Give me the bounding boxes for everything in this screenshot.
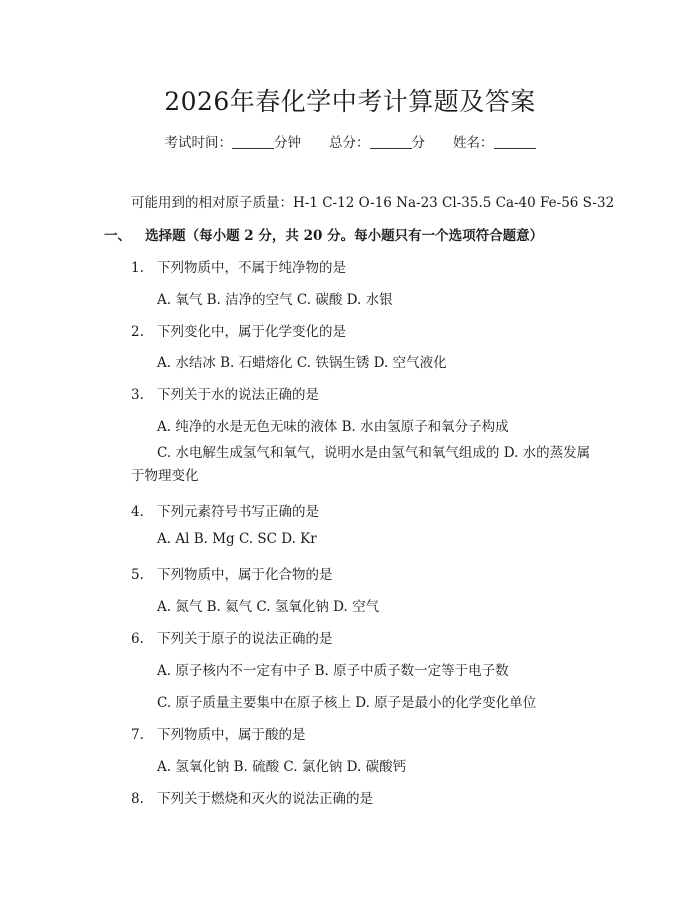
section-title: 选择题（每小题 2 分，共 20 分。每小题只有一个选项符合题意）	[145, 228, 544, 244]
question-7	[131, 723, 306, 743]
question-7-options: A. 氢氧化钠 B. 硫酸 C. 氯化钠 D. 碳酸钙	[157, 759, 407, 775]
name-blank[interactable]	[494, 134, 536, 149]
question-4-options: A. Al B. Mg C. SC D. Kr	[157, 531, 317, 547]
exam-meta	[0, 131, 700, 151]
question-number: 4.	[131, 504, 144, 520]
exam-score	[329, 131, 425, 151]
question-5	[131, 563, 333, 583]
question-6-options-a: A. 原子核内不一定有中子 B. 原子中质子数一定等于电子数	[157, 663, 509, 679]
question-stem: 下列物质中，不属于纯净物的是	[157, 260, 346, 276]
time-label: 考试时间：	[164, 135, 232, 151]
question-1-options: A. 氧气 B. 洁净的空气 C. 碳酸 D. 水银	[157, 292, 393, 308]
question-6-options-c: C. 原子质量主要集中在原子核上 D. 原子是最小的化学变化单位	[157, 695, 537, 711]
question-stem: 下列关于原子的说法正确的是	[157, 631, 333, 647]
name-label: 姓名：	[453, 135, 494, 151]
question-5-options: A. 氮气 B. 氦气 C. 氢氧化钠 D. 空气	[157, 599, 380, 615]
question-number: 8.	[131, 791, 144, 807]
question-number: 3.	[131, 387, 144, 403]
question-2-options: A. 水结冰 B. 石蜡熔化 C. 铁锅生锈 D. 空气液化	[157, 355, 447, 371]
atomic-masses: 可能用到的相对原子质量：H-1 C-12 O-16 Na-23 Cl-35.5 Ca-40 Fe-56 S-32	[131, 195, 615, 211]
time-unit: 分钟	[274, 135, 301, 151]
question-number: 1.	[131, 260, 144, 276]
question-2	[131, 320, 346, 340]
score-blank[interactable]	[370, 134, 412, 149]
question-1	[131, 256, 346, 276]
question-stem: 下列元素符号书写正确的是	[157, 504, 319, 520]
question-number: 6.	[131, 631, 144, 647]
score-label: 总分：	[329, 135, 370, 151]
question-4	[131, 500, 319, 520]
score-unit: 分	[411, 135, 425, 151]
question-3	[131, 383, 319, 403]
question-stem: 下列物质中，属于化合物的是	[157, 567, 333, 583]
question-number: 2.	[131, 324, 144, 340]
exam-name	[453, 131, 536, 151]
section-heading	[104, 224, 543, 244]
question-3-options-c	[131, 442, 593, 488]
question-8	[131, 787, 373, 807]
page-title: 2026年春化学中考计算题及答案	[164, 87, 536, 116]
question-6	[131, 627, 333, 647]
time-blank[interactable]	[232, 134, 274, 149]
question-number: 5.	[131, 567, 144, 583]
question-stem: 下列关于水的说法正确的是	[157, 387, 319, 403]
question-stem: 下列关于燃烧和灭火的说法正确的是	[157, 791, 373, 807]
question-3-options-a: A. 纯净的水是无色无味的液体 B. 水由氢原子和氧分子构成	[157, 419, 509, 435]
section-number: 一、	[104, 228, 131, 244]
question-stem: 下列物质中，属于酸的是	[157, 727, 306, 743]
question-number: 7.	[131, 727, 144, 743]
question-3-option-text: C. 水电解生成氢气和氧气，说明水是由氢气和氧气组成的 D. 水的蒸发属于物理变化	[131, 445, 591, 484]
question-stem: 下列变化中，属于化学变化的是	[157, 324, 346, 340]
exam-time	[165, 131, 302, 151]
